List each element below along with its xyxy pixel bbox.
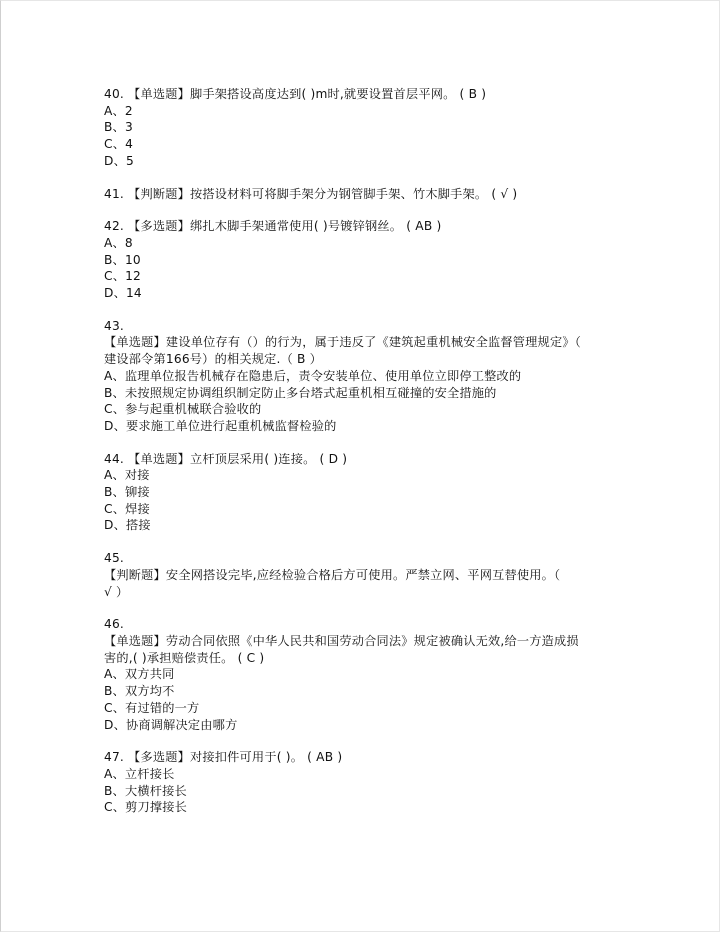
option-b: B、3: [104, 120, 133, 135]
question-stem-line-1: 【单选题】劳动合同依照《中华人民共和国劳动合同法》规定被确认无效,给一方造成损: [104, 633, 579, 648]
option-c: C、参与起重机械联合验收的: [104, 402, 262, 417]
question-stem: 40. 【单选题】脚手架搭设高度达到( )m时,就要设置首层平网。 ( B ): [104, 87, 487, 101]
option-b: B、大横杆接长: [104, 783, 187, 798]
option-c: C、4: [104, 137, 134, 152]
option-b: B、双方均不: [104, 684, 175, 699]
question-43: [104, 318, 624, 435]
question-stem-line-2: √ ）: [104, 584, 129, 599]
question-list: [104, 86, 624, 816]
option-a: A、立杆接长: [104, 766, 175, 781]
option-d: D、14: [104, 286, 142, 301]
option-a: A、对接: [104, 468, 150, 483]
question-44: [104, 451, 624, 535]
option-a: A、监理单位报告机械存在隐患后，责令安装单位、使用单位立即停工整改的: [104, 368, 522, 383]
question-number: 43.: [104, 318, 124, 333]
option-c: C、焊接: [104, 501, 150, 516]
question-45: [104, 550, 624, 600]
question-41: [104, 186, 624, 203]
question-stem: 42. 【多选题】绑扎木脚手架通常使用( )号镀锌钢丝。 ( AB ): [104, 219, 442, 234]
question-47: [104, 749, 624, 816]
question-stem: 47. 【多选题】对接扣件可用于( )。 ( AB ): [104, 750, 343, 765]
question-number: 45.: [104, 551, 124, 566]
option-d: D、要求施工单位进行起重机械监督检验的: [104, 418, 337, 433]
option-c: C、12: [104, 269, 142, 284]
option-a: A、2: [104, 103, 133, 118]
option-a: A、双方共同: [104, 667, 175, 682]
option-c: C、剪刀撑接长: [104, 800, 188, 815]
question-stem-line-1: 【判断题】安全网搭设完毕,应经检验合格后方可使用。严禁立网、平网互替使用。（: [104, 567, 561, 582]
option-b: B、未按照规定协调组织制定防止多台塔式起重机相互碰撞的安全措施的: [104, 385, 497, 400]
question-40: [104, 86, 624, 170]
option-b: B、10: [104, 252, 141, 267]
question-number: 46.: [104, 617, 124, 632]
question-stem-line-1: 【单选题】建设单位存有（）的行为，属于违反了《建筑起重机械安全监督管理规定》（: [104, 335, 582, 350]
question-stem-line-2: 害的,( )承担赔偿责任。 ( C ): [104, 650, 265, 665]
option-d: D、5: [104, 153, 134, 168]
question-stem-line-2: 建设部令第166号）的相关规定.（ B ）: [104, 352, 323, 367]
question-stem: 44. 【单选题】立杆顶层采用( )连接。 ( D ): [104, 451, 348, 466]
question-42: [104, 218, 624, 302]
question-46: [104, 616, 624, 733]
option-c: C、有过错的一方: [104, 700, 200, 715]
option-a: A、8: [104, 235, 133, 250]
option-d: D、搭接: [104, 518, 151, 533]
question-stem: 41. 【判断题】按搭设材料可将脚手架分为钢管脚手架、竹木脚手架。 ( √ ): [104, 186, 518, 201]
option-d: D、协商调解决定由哪方: [104, 717, 238, 732]
option-b: B、铆接: [104, 485, 150, 500]
